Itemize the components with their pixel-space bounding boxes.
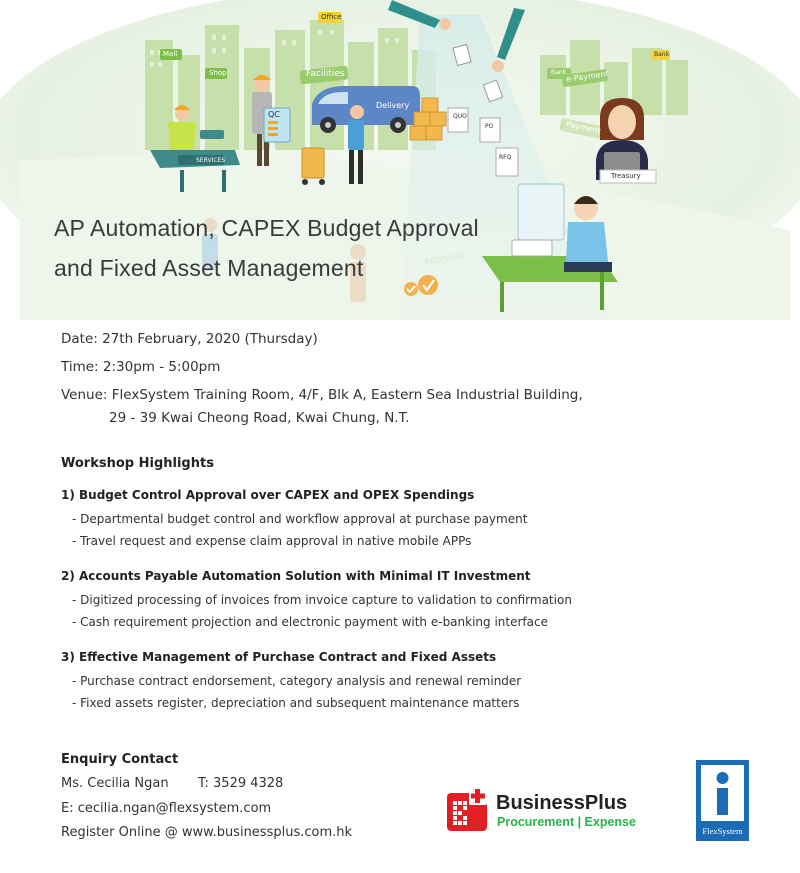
- page-title: [54, 208, 479, 288]
- bank-sign-2: Bank: [551, 69, 567, 76]
- flexsystem-name: FlexSystem: [702, 826, 743, 836]
- payment-sign: Payment: [565, 119, 602, 136]
- mall-sign: Mall: [163, 50, 178, 58]
- businessplus-tagline: Procurement | Expense: [497, 815, 636, 829]
- title-line-1: AP Automation, CAPEX Budget Approval: [54, 215, 479, 241]
- event-venue: [61, 387, 583, 426]
- contact-email[interactable]: E: cecilia.ngan@flexsystem.com: [61, 801, 272, 816]
- shop-sign: Shop: [209, 69, 227, 77]
- highlight-1-point-2: - Travel request and expense claim approval in native mobile APPs: [72, 534, 472, 548]
- bank-sign: Bank: [654, 51, 670, 58]
- event-date: Date: 27th February, 2020 (Thursday): [61, 331, 318, 347]
- highlight-3-point-2: - Fixed assets register, depreciation and subsequent maintenance matters: [72, 696, 520, 710]
- highlight-2-title: 2) Accounts Payable Automation Solution with Minimal IT Investment: [61, 569, 531, 583]
- services-label: SERVICES: [196, 157, 226, 164]
- title-line-2: and Fixed Asset Management: [54, 255, 364, 281]
- highlight-1-title: 1) Budget Control Approval over CAPEX and OPEX Spendings: [61, 488, 475, 502]
- rfq-doc-label: RFQ: [499, 154, 512, 161]
- venue-line-1: Venue: FlexSystem Training Room, 4/F, Blk A, Eastern Sea Industrial Building,: [61, 387, 583, 403]
- facilities-sign: Facilities: [306, 69, 345, 79]
- treasury-label: Treasury: [611, 172, 641, 180]
- po-doc-label: PO: [485, 123, 494, 130]
- e-payment-sign: e-Payment: [565, 69, 610, 84]
- register-link[interactable]: Register Online @ www.businessplus.com.hk: [61, 825, 353, 840]
- venue-line-2: 29 - 39 Kwai Cheong Road, Kwai Chung, N.T.: [109, 410, 410, 426]
- businessplus-name: BusinessPlus: [496, 792, 628, 814]
- hero-banner: [0, 0, 800, 320]
- approval-label: Approval: [423, 250, 465, 268]
- quo-doc-label: QUO: [453, 113, 467, 120]
- highlight-3-point-1: - Purchase contract endorsement, category analysis and renewal reminder: [72, 674, 522, 688]
- highlight-3-title: 3) Effective Management of Purchase Contract and Fixed Assets: [61, 650, 497, 664]
- contact-heading: Enquiry Contact: [61, 752, 179, 767]
- highlight-1-point-1: - Departmental budget control and workflow approval at purchase payment: [72, 512, 528, 526]
- contact-name: Ms. Cecilia Ngan: [61, 776, 169, 791]
- contact-phone: T: 3529 4328: [198, 776, 284, 791]
- office-sign: Office: [321, 13, 342, 21]
- delivery-label: Delivery: [376, 101, 410, 110]
- highlight-2-point-1: - Digitized processing of invoices from invoice capture to validation to confirmation: [72, 593, 572, 607]
- highlights-heading: Workshop Highlights: [61, 456, 214, 471]
- event-time: Time: 2:30pm - 5:00pm: [61, 359, 221, 375]
- highlight-2-point-2: - Cash requirement projection and electronic payment with e-banking interface: [72, 615, 548, 629]
- qc-label: QC: [268, 110, 280, 119]
